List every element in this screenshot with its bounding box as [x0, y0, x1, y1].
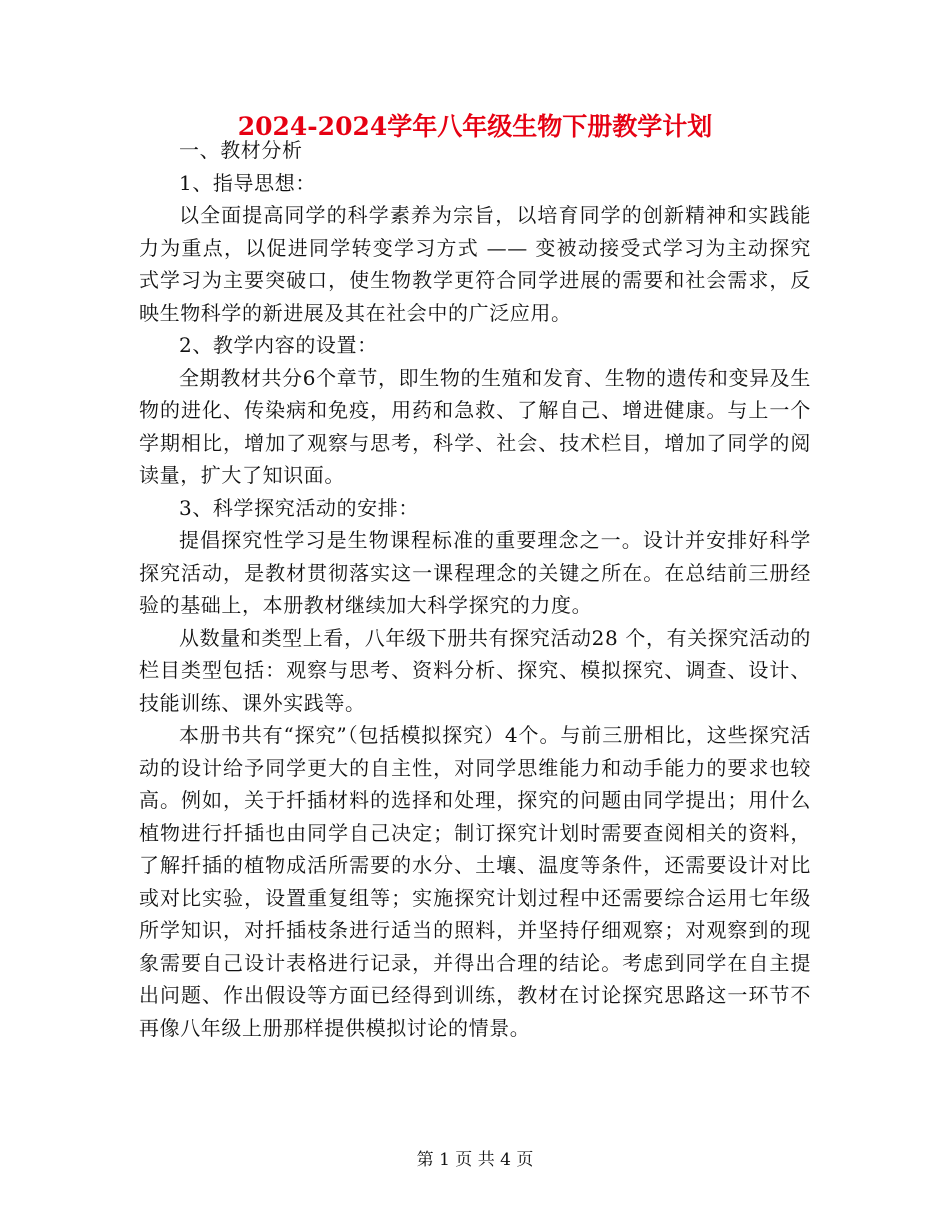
paragraph: 本册书共有“探究”（包括模拟探究）4个。与前三册相比，这些探究活动的设计给予同学更大的自主性，对同学思维能力和动手能力的要求也较高。例如，关于扦插材料的选择和处理，探究的问题由同学提出；用什么植物进行扦插也由同学自己决定；制订探究计划时需要查阅相关的资料，了解扦插的植物成活所需要的水分、土壤、温度等条件，还需要设计对比或对比实验，设置重复组等；实施探究计划过程中还需要综合运用七年级所学知识，对扦插枝条进行适当的照料，并坚持仔细观察；对观察到的现象需要自己设计表格进行记录，并得出合理的结论。考虑到同学在自主提出问题、作出假设等方面已经得到训练，教材在讨论探究思路这一环节不再像八年级上册那样提供模拟讨论的情景。 — [139, 723, 811, 1040]
subsection-heading: 2、教学内容的设置： — [179, 333, 378, 357]
subsection-heading: 1、指导思想： — [179, 170, 316, 195]
document-title: 2024-2024学年八年级生物下册教学计划 — [237, 112, 713, 141]
paragraph: 提倡探究性学习是生物课程标准的重要理念之一。设计并安排好科学探究活动，是教材贯彻落实这一课程理念的关键之所在。在总结前三册经验的基础上，本册教材继续加大科学探究的力度。 — [139, 528, 811, 617]
section-heading: 一、教材分析 — [179, 138, 303, 162]
paragraph: 以全面提高同学的科学素养为宗旨，以培育同学的创新精神和实践能力为重点，以促进同学转变学习方式 —— 变被动接受式学习为主动探究式学习为主要突破口，使生物教学更符合同学进展的需要和社会需求，反映生物科学的新进展及其在社会中的广泛应用。 — [139, 203, 811, 325]
paragraph: 全期教材共分6个章节，即生物的生殖和发育、生物的遗传和变异及生物的进化、传染病和免疫，用药和急救、了解自己、增进健康。与上一个学期相比，增加了观察与思考，科学、社会、技术栏目，增加了同学的阅读量，扩大了知识面。 — [139, 365, 811, 487]
document-body — [139, 134, 811, 1044]
paragraph: 从数量和类型上看，八年级下册共有探究活动28 个，有关探究活动的栏目类型包括：观察与思考、资料分析、探究、模拟探究、调查、设计、技能训练、课外实践等。 — [139, 625, 811, 715]
page-number-footer: 第 1 页 共 4 页 — [416, 1150, 534, 1170]
subsection-heading: 3、科学探究活动的安排： — [179, 495, 419, 520]
